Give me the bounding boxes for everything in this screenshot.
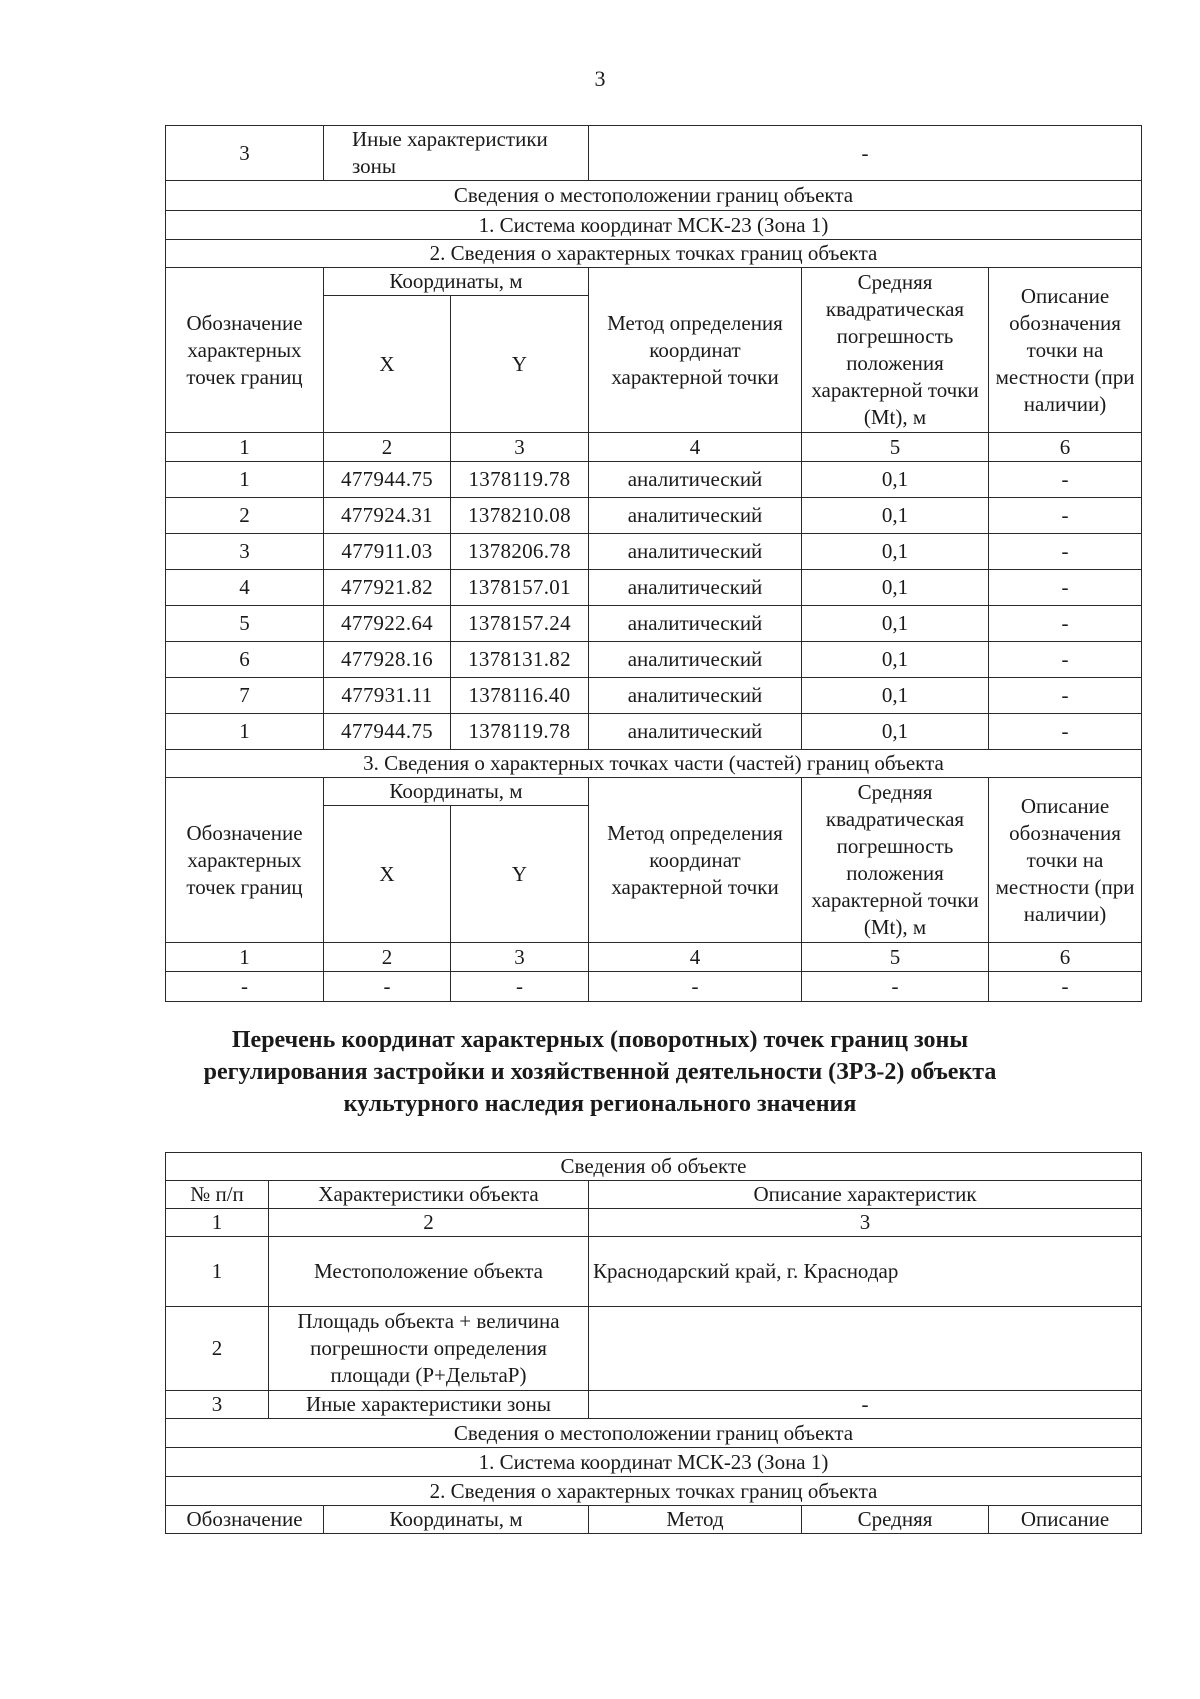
point-desc: - [989,570,1142,606]
header-description: Описание обозначения точки на местности (при наличии) [989,268,1142,433]
partial-header-row [166,1506,1142,1534]
point-row [166,714,1142,750]
point-y: 1378116.40 [451,678,589,714]
point-y: 1378157.01 [451,570,589,606]
heading-line: культурного наследия регионального значения [343,1091,857,1117]
object-row-label: Местоположение объекта [269,1237,589,1307]
point-mt: 0,1 [802,714,989,750]
point-row [166,678,1142,714]
point-y: 1378210.08 [451,498,589,534]
point-x: 477944.75 [324,462,451,498]
part-header-row [166,778,1142,806]
coord-system: 1. Система координат МСК-23 (Зона 1) [166,211,1142,240]
part-cell: - [324,972,451,1002]
point-x: 477911.03 [324,534,451,570]
point-x: 477944.75 [324,714,451,750]
point-desc: - [989,606,1142,642]
coord-system: 1. Система координат МСК-23 (Зона 1) [166,1448,1142,1477]
row-label: Иные характеристики зоны [324,126,589,181]
point-desc: - [989,534,1142,570]
point-row [166,534,1142,570]
col-number: 2 [269,1209,589,1237]
location-title: Сведения о местоположении границ объекта [166,1419,1142,1448]
object-row-num: 1 [166,1237,269,1307]
col-number: 2 [324,433,451,462]
col-number: 4 [589,943,802,972]
col-number: 5 [802,433,989,462]
point-desc: - [989,714,1142,750]
col-number: 1 [166,433,324,462]
header-method: Метод определения координат характерной точки [589,268,802,433]
object-info-title: Сведения об объекте [166,1153,1142,1181]
header-error: Средняя квадратическая погрешность положения характерной точки (Mt), м [802,268,989,433]
part-cell: - [802,972,989,1002]
part-cell: - [989,972,1142,1002]
page-number: 3 [594,66,606,91]
col-number: 5 [802,943,989,972]
point-method: аналитический [589,606,802,642]
point-row [166,570,1142,606]
point-method: аналитический [589,534,802,570]
point-x: 477921.82 [324,570,451,606]
header-error: Средняя квадратическая погрешность положения характерной точки (Mt), м [802,778,989,943]
header-y: Y [451,296,589,433]
header-description: Описание обозначения точки на местности (при наличии) [989,778,1142,943]
header-row [166,268,1142,296]
column-numbers-row [166,433,1142,462]
partial-header: Метод [589,1506,802,1534]
section2-title: 2. Сведения о характерных точках границ объекта [166,240,1142,268]
row-number: 3 [166,126,324,181]
point-x: 477924.31 [324,498,451,534]
col-number: 2 [324,943,451,972]
header-coords: Координаты, м [324,268,589,296]
point-desc: - [989,498,1142,534]
object-row-num: 3 [166,1391,269,1419]
point-row [166,606,1142,642]
part-cell: - [451,972,589,1002]
point-desc: - [989,678,1142,714]
partial-header: Описание [989,1506,1142,1534]
point-mt: 0,1 [802,462,989,498]
section2-title: 2. Сведения о характерных точках границ объекта [166,1477,1142,1506]
object-row [166,1237,1142,1307]
part-cell: - [589,972,802,1002]
point-method: аналитический [589,570,802,606]
point-mt: 0,1 [802,678,989,714]
column-numbers-row [166,943,1142,972]
point-x: 477922.64 [324,606,451,642]
object-row [166,1307,1142,1391]
object-colnum-row [166,1209,1142,1237]
heading-line: регулирования застройки и хозяйственной деятельности (ЗРЗ-2) объекта [203,1059,997,1085]
object-row-label: Иные характеристики зоны [269,1391,589,1419]
point-y: 1378119.78 [451,714,589,750]
point-mt: 0,1 [802,498,989,534]
header-x: X [324,296,451,433]
point-row [166,462,1142,498]
part-points-row [166,972,1142,1002]
header-num: № п/п [166,1181,269,1209]
point-id: 7 [166,678,324,714]
col-number: 4 [589,433,802,462]
header-designation: Обозначение характерных точек границ [166,268,324,433]
header-designation: Обозначение характерных точек границ [166,778,324,943]
object-row-value [589,1307,1142,1391]
point-y: 1378157.24 [451,606,589,642]
object-header-row [166,1181,1142,1209]
section-heading [0,1024,1200,1120]
object-row-value: - [589,1391,1142,1419]
row-value: - [589,126,1142,181]
point-id: 2 [166,498,324,534]
part-cell: - [166,972,324,1002]
point-y: 1378206.78 [451,534,589,570]
header-x: X [324,806,451,943]
col-number: 1 [166,943,324,972]
point-mt: 0,1 [802,570,989,606]
point-row [166,642,1142,678]
point-desc: - [989,462,1142,498]
header-method: Метод определения координат характерной точки [589,778,802,943]
col-number: 3 [451,943,589,972]
point-method: аналитический [589,462,802,498]
object-row-value: Краснодарский край, г. Краснодар [589,1237,1142,1307]
header-chars: Характеристики объекта [269,1181,589,1209]
row-other-characteristics [166,126,1142,181]
point-id: 6 [166,642,324,678]
heading-line: Перечень координат характерных (поворотных) точек границ зоны [231,1027,969,1053]
point-id: 1 [166,714,324,750]
points-body [166,462,1142,750]
boundary-points-table [165,125,1142,1002]
point-mt: 0,1 [802,534,989,570]
point-id: 5 [166,606,324,642]
point-id: 1 [166,462,324,498]
point-mt: 0,1 [802,642,989,678]
section3-title: 3. Сведения о характерных точках части (частей) границ объекта [166,750,1142,778]
object-row-num: 2 [166,1307,269,1391]
object-info-table [165,1152,1142,1534]
header-y: Y [451,806,589,943]
point-method: аналитический [589,642,802,678]
point-row [166,498,1142,534]
object-row-label: Площадь объекта + величина погрешности определения площади (P+ДельтаP) [269,1307,589,1391]
header-coords: Координаты, м [324,778,589,806]
point-x: 477931.11 [324,678,451,714]
point-method: аналитический [589,714,802,750]
col-number: 3 [589,1209,1142,1237]
partial-header: Координаты, м [324,1506,589,1534]
header-desc: Описание характеристик [589,1181,1142,1209]
col-number: 6 [989,433,1142,462]
point-method: аналитический [589,498,802,534]
location-title: Сведения о местоположении границ объекта [166,181,1142,211]
col-number: 3 [451,433,589,462]
partial-header: Обозначение [166,1506,324,1534]
object-row [166,1391,1142,1419]
point-mt: 0,1 [802,606,989,642]
col-number: 6 [989,943,1142,972]
point-x: 477928.16 [324,642,451,678]
point-id: 3 [166,534,324,570]
point-id: 4 [166,570,324,606]
point-y: 1378119.78 [451,462,589,498]
point-y: 1378131.82 [451,642,589,678]
point-desc: - [989,642,1142,678]
partial-header: Средняя [802,1506,989,1534]
point-method: аналитический [589,678,802,714]
col-number: 1 [166,1209,269,1237]
